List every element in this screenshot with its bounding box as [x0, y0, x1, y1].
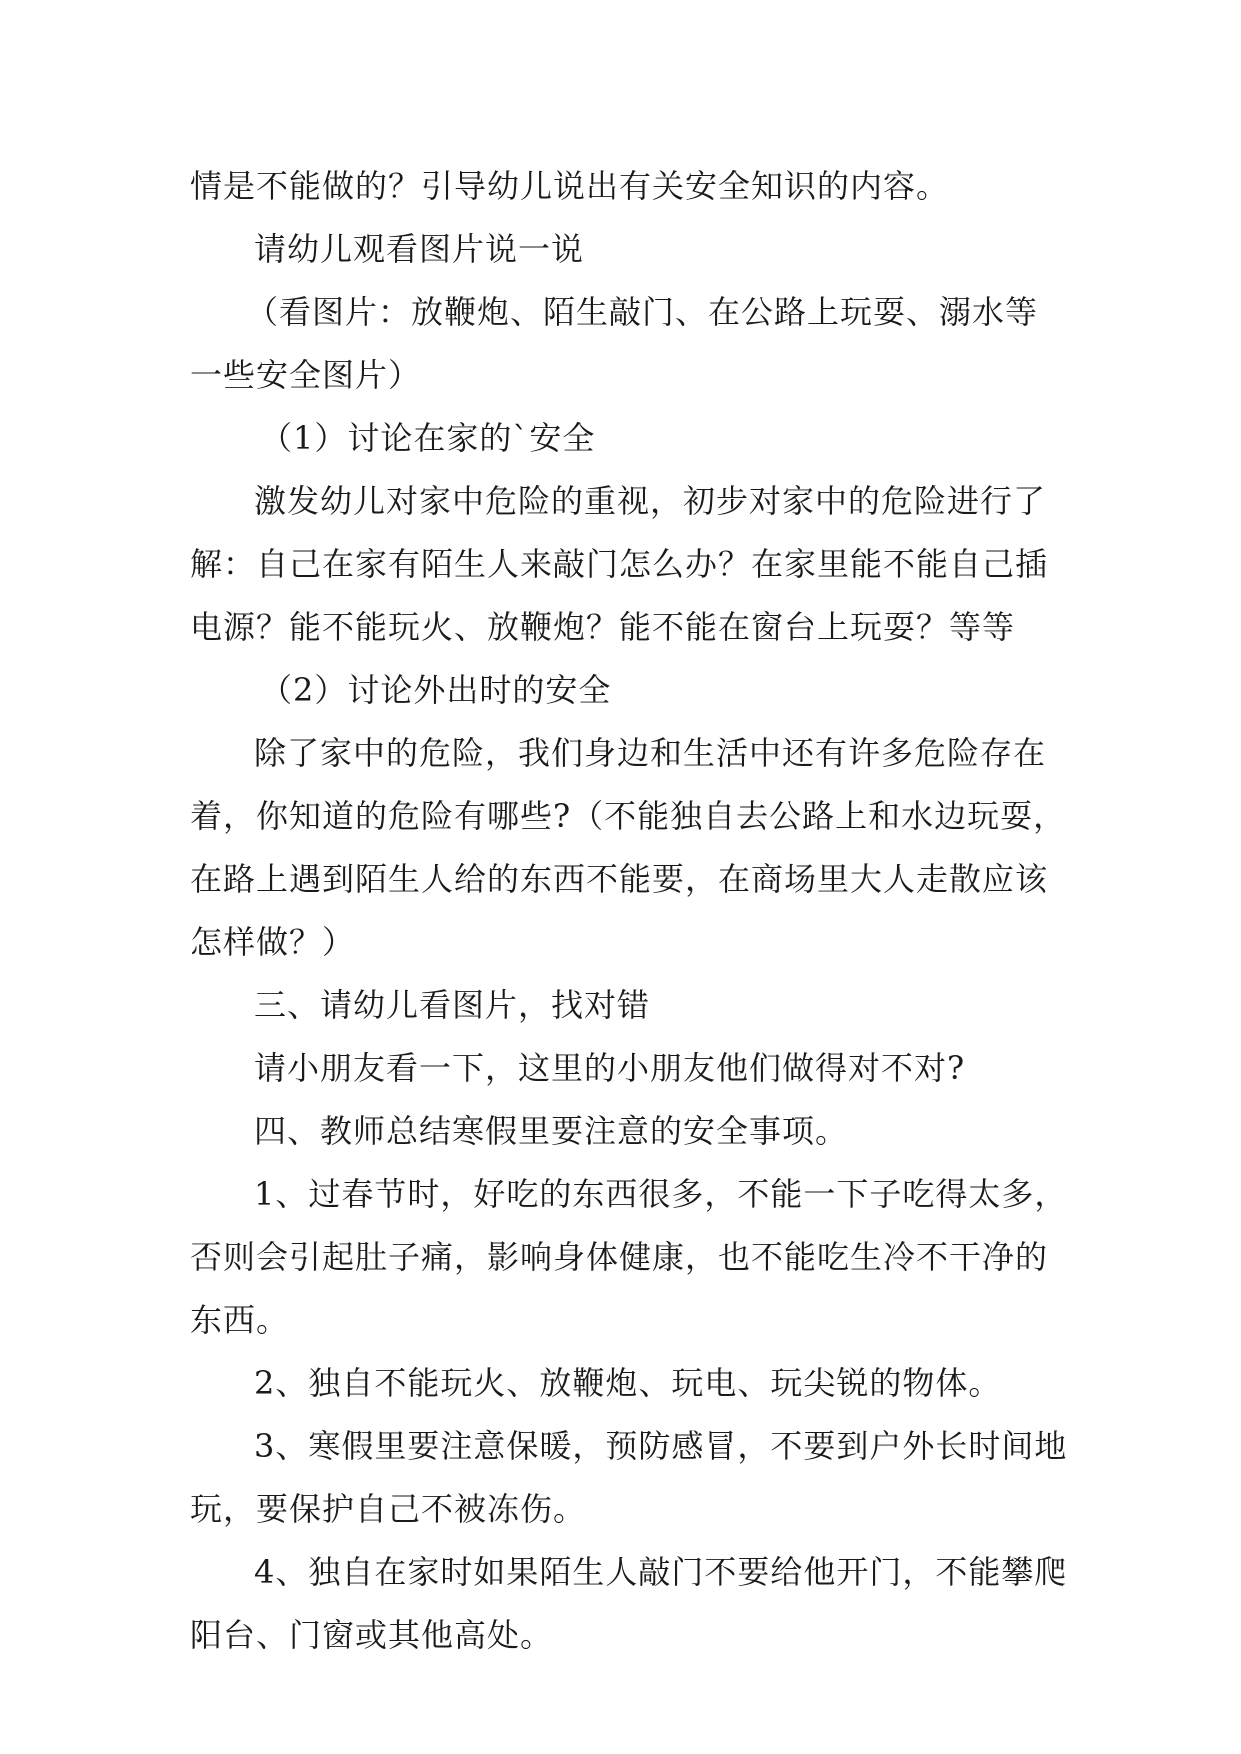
paragraph-home-dangers: 激发幼儿对家中危险的重视，初步对家中的危险进行了解：自己在家有陌生人来敲门怎么办？在家里能不能自己插电源？能不能玩火、放鞭炮？能不能在窗台上玩耍？等等 [190, 482, 1049, 646]
paragraph-intro-continuation: 情是不能做的？引导幼儿说出有关安全知识的内容。 [190, 167, 950, 205]
paragraph-heading-home-safety: （1）讨论在家的`安全 [260, 419, 596, 457]
paragraph-section-three: 三、请幼儿看图片，找对错 [254, 986, 651, 1024]
paragraph-heading-outdoor-safety: （2）讨论外出时的安全 [260, 671, 612, 709]
paragraph-section-four: 四、教师总结寒假里要注意的安全事项。 [254, 1112, 849, 1150]
paragraph-item-1: 1、过春节时，好吃的东西很多，不能一下子吃得太多，否则会引起肚子痛，影响身体健康，也不能吃生冷不干净的东西。 [190, 1175, 1068, 1339]
paragraph-picture-list: （看图片：放鞭炮、陌生敲门、在公路上玩耍、溺水等一些安全图片） [190, 293, 1039, 394]
paragraph-right-or-wrong: 请小朋友看一下，这里的小朋友他们做得对不对? [254, 1049, 966, 1087]
paragraph-outdoor-dangers: 除了家中的危险，我们身边和生活中还有许多危险存在着，你知道的危险有哪些?（不能独自去公路上和水边玩耍，在路上遇到陌生人给的东西不能要，在商场里大人走散应该怎样做？） [190, 734, 1067, 961]
paragraph-item-4: 4、独自在家时如果陌生人敲门不要给他开门，不能攀爬阳台、门窗或其他高处。 [190, 1553, 1068, 1654]
paragraph-view-pictures: 请幼儿观看图片说一说 [254, 230, 585, 268]
paragraph-item-3: 3、寒假里要注意保暖，预防感冒，不要到户外长时间地玩，要保护自己不被冻伤。 [190, 1427, 1068, 1528]
paragraph-item-2: 2、独自不能玩火、放鞭炮、玩电、玩尖锐的物体。 [254, 1364, 1002, 1402]
document-body [190, 155, 1070, 1667]
